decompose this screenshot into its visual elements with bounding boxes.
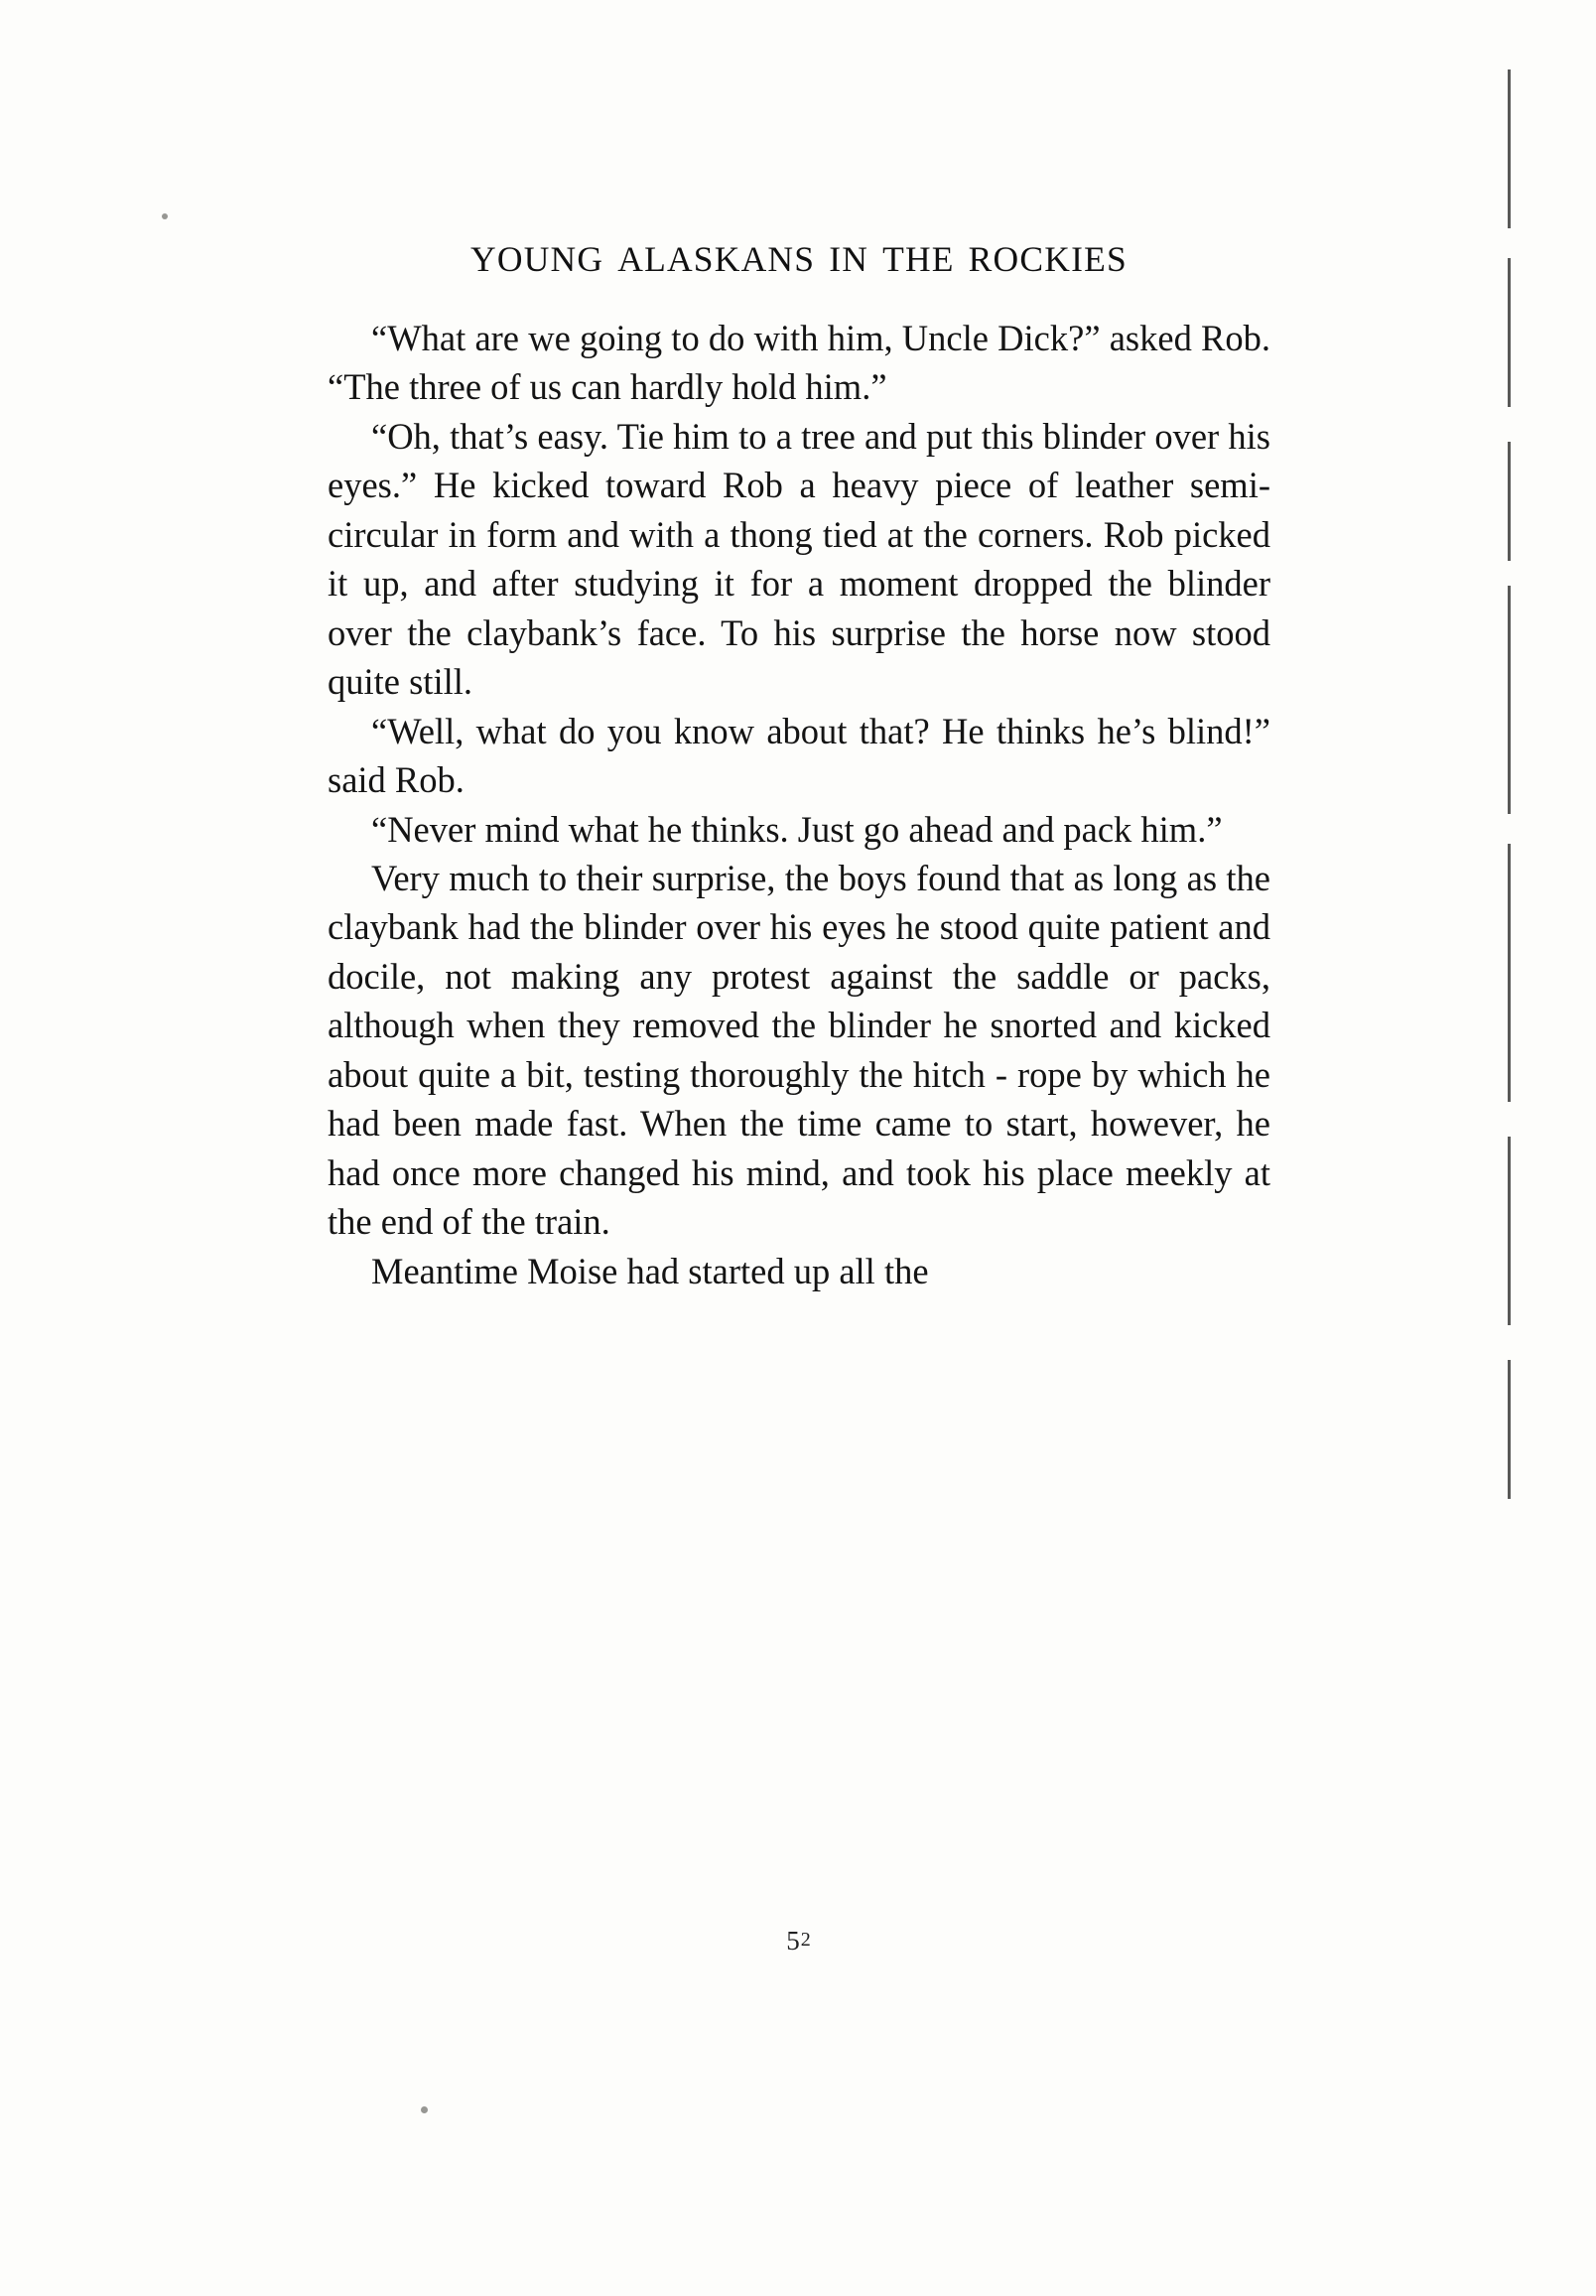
paragraph: “Well, what do you know about that? He thinks he’s blind!” said Rob.	[328, 710, 1270, 801]
paragraph: “Oh, that’s easy. Tie him to a tree and put this blinder over his eyes.” He kicked toward Rob a heavy piece of leather semi-circular in form and with a thong tied at the corners. Rob picked it up, and after studying it for a moment dropped the blinder over the claybank’s face. To his surprise the horse now stood quite still.	[328, 415, 1270, 703]
page-number	[328, 1926, 1270, 1957]
page-number-digits: 5	[786, 1926, 801, 1956]
running-head: YOUNG ALASKANS IN THE ROCKIES	[470, 239, 1128, 279]
paragraph: “Never mind what he thinks. Just go ahead and pack him.”	[371, 808, 1223, 850]
page-number-superscript: 2	[800, 1929, 812, 1951]
scan-speckle-icon	[162, 213, 168, 219]
paragraph: Meantime Moise had started up all the	[371, 1250, 929, 1291]
paragraph: Very much to their surprise, the boys found that as long as the claybank had the blinder over his eyes he stood quite patient and docile, not making any protest against the saddle or packs, although when they removed the blinder he snorted and kicked about quite a bit, testing thoroughly the hitch - rope by which he had been made fast. When the time came to start, however, he had once more changed his mind, and took his place meekly at the end of the train.	[328, 857, 1270, 1243]
page-text-block	[328, 238, 1270, 1295]
paragraph: “What are we going to do with him, Uncle Dick?” asked Rob. “The three of us can hardly hold him.”	[328, 318, 1270, 408]
page-edge-rule	[1508, 69, 1511, 1499]
scan-speckle-icon	[421, 2106, 428, 2113]
